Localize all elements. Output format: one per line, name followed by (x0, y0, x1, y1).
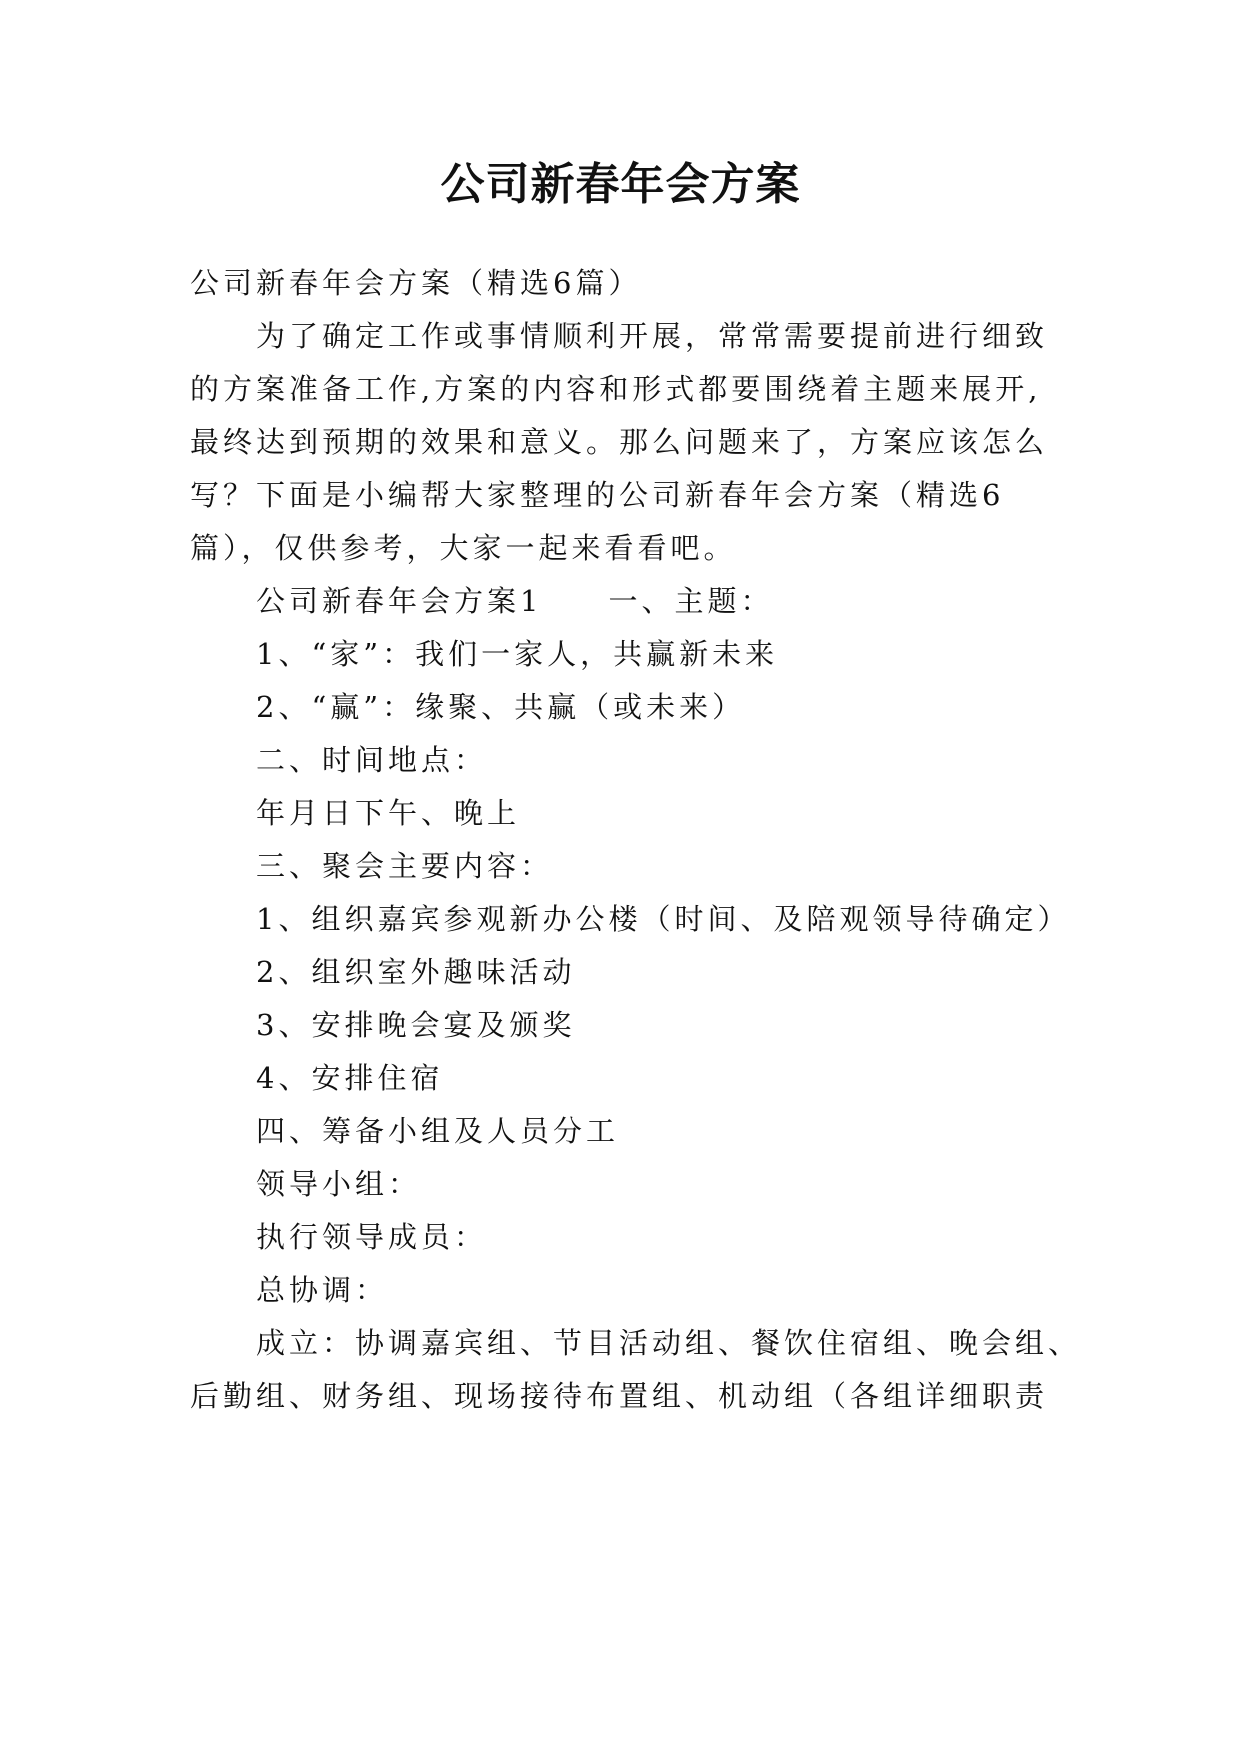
paragraph-line: 后勤组、财务组、现场接待布置组、机动组（各组详细职责 (190, 1379, 1049, 1413)
list-item: 4、安排住宿 (256, 1061, 444, 1095)
list-item: 1、“家”：我们一家人，共赢新未来 (256, 637, 779, 671)
paragraph-line: 领导小组： (256, 1167, 422, 1201)
section-heading: 四、筹备小组及人员分工 (256, 1114, 620, 1148)
paragraph-line: 写？下面是小编帮大家整理的公司新春年会方案（精选6 (190, 478, 1005, 512)
paragraph-line: 的方案准备工作,方案的内容和形式都要围绕着主题来展开, (190, 372, 1042, 406)
paragraph-line: 总协调： (256, 1273, 389, 1307)
list-item: 2、“赢”：缘聚、共赢（或未来） (256, 690, 746, 724)
paragraph-line: 年月日下午、晚上 (256, 796, 521, 830)
paragraph-line: 成立：协调嘉宾组、节目活动组、餐饮住宿组、晚会组、 (256, 1326, 1082, 1360)
list-item: 3、安排晚会宴及颁奖 (256, 1008, 576, 1042)
paragraph-line: 执行领导成员： (256, 1220, 488, 1254)
paragraph-line: 为了确定工作或事情顺利开展，常常需要提前进行细致 (256, 319, 1049, 353)
section-heading: 三、聚会主要内容： (256, 849, 554, 883)
section-heading: 二、时间地点： (256, 743, 488, 777)
list-item: 1、组织嘉宾参观新办公楼（时间、及陪观领导待确定） (256, 902, 1071, 936)
paragraph-line: 最终达到预期的效果和意义。那么问题来了，方案应该怎么 (190, 425, 1049, 459)
document-title: 公司新春年会方案 (440, 159, 801, 210)
section-heading: 公司新春年会方案1 一、主题： (256, 584, 774, 618)
subtitle-line: 公司新春年会方案（精选6篇） (190, 266, 642, 300)
list-item: 2、组织室外趣味活动 (256, 955, 576, 989)
paragraph-line: 篇），仅供参考，大家一起来看看吧。 (190, 531, 737, 565)
